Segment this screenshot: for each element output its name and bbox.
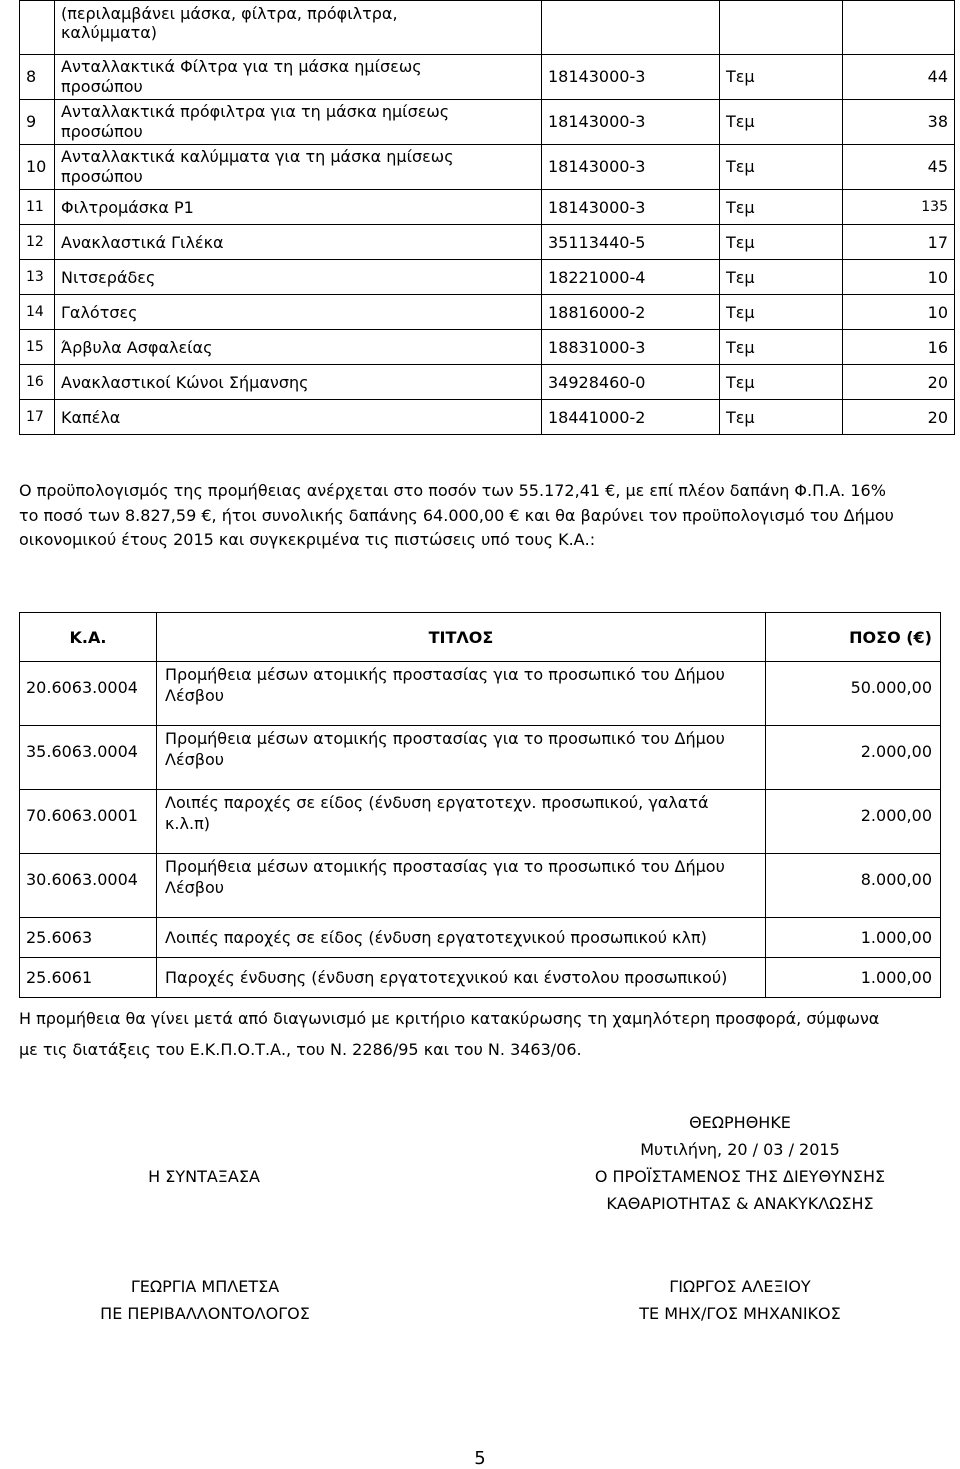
approved-label: ΘΕΩΡΗΘΗΚΕ [689, 1113, 791, 1132]
budget-description: Προμήθεια μέσων ατομικής προστασίας για το προσωπικό του Δήμου Λέσβου [157, 726, 766, 790]
item-cpv: 35113440-5 [542, 225, 720, 260]
table-row [20, 145, 955, 190]
item-number: 15 [20, 330, 55, 365]
item-quantity: 17 [843, 225, 955, 260]
item-cpv: 18816000-2 [542, 295, 720, 330]
budget-code: 35.6063.0004 [20, 726, 157, 790]
item-unit: Τεμ [720, 365, 843, 400]
item-cpv: 18831000-3 [542, 330, 720, 365]
table-row [20, 260, 955, 295]
item-number: 14 [20, 295, 55, 330]
director-title-line-2: ΚΑΘΑΡΙΟΤΗΤΑΣ & ΑΝΑΚΥΚΛΩΣΗΣ [606, 1194, 874, 1213]
item-unit: Τεμ [720, 295, 843, 330]
table-row [20, 854, 941, 918]
item-description: Γαλότσες [55, 295, 542, 330]
item-cpv: 34928460-0 [542, 365, 720, 400]
item-unit: Τεμ [720, 225, 843, 260]
item-unit: Τεμ [720, 330, 843, 365]
item-cpv: 18441000-2 [542, 400, 720, 435]
item-number: 17 [20, 400, 55, 435]
table-row [20, 400, 955, 435]
table-row [20, 295, 955, 330]
item-description: Ανταλλακτικά πρόφιλτρα για τη μάσκα ημίσεως προσώπου [55, 100, 542, 145]
item-cpv: 18143000-3 [542, 190, 720, 225]
items-table [19, 0, 955, 435]
budget-amount: 8.000,00 [766, 854, 941, 918]
item-description: Ανακλαστικοί Κώνοι Σήμανσης [55, 365, 542, 400]
item-quantity: 10 [843, 260, 955, 295]
budget-amount: 2.000,00 [766, 726, 941, 790]
table-row [20, 1, 955, 55]
table-row [20, 662, 941, 726]
item-quantity [843, 1, 955, 55]
procurement-paragraph: Η προμήθεια θα γίνει μετά από διαγωνισμό με κριτήριο κατακύρωσης τη χαμηλότερη προσφορά, σύμφωνα με τις διατάξεις του Ε.Κ.Π.Ο.Τ.Α., του Ν. 2286/95 και του Ν. 3463/06. [19, 1009, 880, 1059]
item-unit [720, 1, 843, 55]
budget-code: 30.6063.0004 [20, 854, 157, 918]
budget-description: Παροχές ένδυσης (ένδυση εργατοτεχνικού και ένστολου προσωπικού) [157, 958, 766, 998]
budget-description: Λοιπές παροχές σε είδος (ένδυση εργατοτεχνικού προσωπικού κλπ) [157, 918, 766, 958]
item-description: Φιλτρομάσκα P1 [55, 190, 542, 225]
table-row [20, 726, 941, 790]
item-quantity: 135 [843, 190, 955, 225]
table-row [20, 365, 955, 400]
item-cpv: 18143000-3 [542, 100, 720, 145]
item-cpv: 18143000-3 [542, 55, 720, 100]
item-cpv: 18221000-4 [542, 260, 720, 295]
budget-table [19, 612, 941, 998]
item-number: 16 [20, 365, 55, 400]
item-unit: Τεμ [720, 100, 843, 145]
budget-paragraph: Ο προϋπολογισμός της προμήθειας ανέρχεται στο ποσόν των 55.172,41 €, με επί πλέον δαπάνη Φ.Π.Α. 16% το ποσό των 8.827,59 €, ήτοι συνολικής δαπάνης 64.000,00 € και θα βαρύνει τον προϋπολογισμό του Δήμου οικονομικού έτους 2015 και συγκεκριμένα τις πιστώσεις υπό τους Κ.Α.: [19, 481, 894, 549]
table-header-row [20, 613, 941, 662]
page-number: 5 [474, 1448, 486, 1469]
item-description: Καπέλα [55, 400, 542, 435]
item-number: 11 [20, 190, 55, 225]
item-number [20, 1, 55, 55]
budget-amount: 1.000,00 [766, 918, 941, 958]
column-header-title: ΤΙΤΛΟΣ [157, 613, 766, 662]
item-number: 13 [20, 260, 55, 295]
item-quantity: 16 [843, 330, 955, 365]
item-number: 9 [20, 100, 55, 145]
item-unit: Τεμ [720, 55, 843, 100]
item-number: 10 [20, 145, 55, 190]
column-header-amount: ΠΟΣΟ (€) [766, 613, 941, 662]
place-date: Μυτιλήνη, 20 / 03 / 2015 [640, 1140, 840, 1159]
director-name: ΓΙΩΡΓΟΣ ΑΛΕΞΙΟΥ [669, 1277, 811, 1296]
table-row [20, 100, 955, 145]
budget-description: Προμήθεια μέσων ατομικής προστασίας για το προσωπικό του Δήμου Λέσβου [157, 854, 766, 918]
item-description: (περιλαμβάνει μάσκα, φίλτρα, πρόφιλτρα, καλύμματα) [55, 1, 542, 55]
item-quantity: 20 [843, 365, 955, 400]
budget-amount: 1.000,00 [766, 958, 941, 998]
director-signature-block [560, 1109, 920, 1217]
author-signature-title: Η ΣΥΝΤΑΞΑΣΑ [148, 1167, 260, 1186]
budget-code: 20.6063.0004 [20, 662, 157, 726]
item-quantity: 20 [843, 400, 955, 435]
author-signature-block [60, 1273, 350, 1327]
table-row [20, 55, 955, 100]
table-row [20, 190, 955, 225]
budget-description: Προμήθεια μέσων ατομικής προστασίας για το προσωπικό του Δήμου Λέσβου [157, 662, 766, 726]
table-row [20, 790, 941, 854]
item-quantity: 10 [843, 295, 955, 330]
item-cpv [542, 1, 720, 55]
item-number: 8 [20, 55, 55, 100]
item-description: Ανακλαστικά Γιλέκα [55, 225, 542, 260]
item-quantity: 44 [843, 55, 955, 100]
item-quantity: 45 [843, 145, 955, 190]
item-quantity: 38 [843, 100, 955, 145]
director-title-line-1: Ο ΠΡΟΪΣΤΑΜΕΝΟΣ ΤΗΣ ΔΙΕΥΘΥΝΣΗΣ [594, 1167, 886, 1186]
table-row [20, 225, 955, 260]
table-row [20, 918, 941, 958]
author-name: ΓΕΩΡΓΙΑ ΜΠΛΕΤΣΑ [130, 1277, 280, 1296]
item-unit: Τεμ [720, 145, 843, 190]
item-description: Ανταλλακτικά Φίλτρα για τη μάσκα ημίσεως προσώπου [55, 55, 542, 100]
budget-code: 70.6063.0001 [20, 790, 157, 854]
item-description: Νιτσεράδες [55, 260, 542, 295]
director-role: ΤΕ ΜΗΧ/ΓΟΣ ΜΗΧΑΝΙΚΟΣ [639, 1304, 841, 1323]
table-row [20, 330, 955, 365]
item-unit: Τεμ [720, 190, 843, 225]
budget-amount: 2.000,00 [766, 790, 941, 854]
item-description: Ανταλλακτικά καλύμματα για τη μάσκα ημίσεως προσώπου [55, 145, 542, 190]
column-header-ka: Κ.Α. [20, 613, 157, 662]
budget-code: 25.6061 [20, 958, 157, 998]
item-unit: Τεμ [720, 400, 843, 435]
director-name-block [560, 1273, 920, 1327]
author-role: ΠΕ ΠΕΡΙΒΑΛΛΟΝΤΟΛΟΓΟΣ [100, 1304, 310, 1323]
item-unit: Τεμ [720, 260, 843, 295]
table-row [20, 958, 941, 998]
budget-code: 25.6063 [20, 918, 157, 958]
item-cpv: 18143000-3 [542, 145, 720, 190]
budget-amount: 50.000,00 [766, 662, 941, 726]
budget-description: Λοιπές παροχές σε είδος (ένδυση εργατοτεχν. προσωπικού, γαλατά κ.λ.π) [157, 790, 766, 854]
item-number: 12 [20, 225, 55, 260]
item-description: Άρβυλα Ασφαλείας [55, 330, 542, 365]
